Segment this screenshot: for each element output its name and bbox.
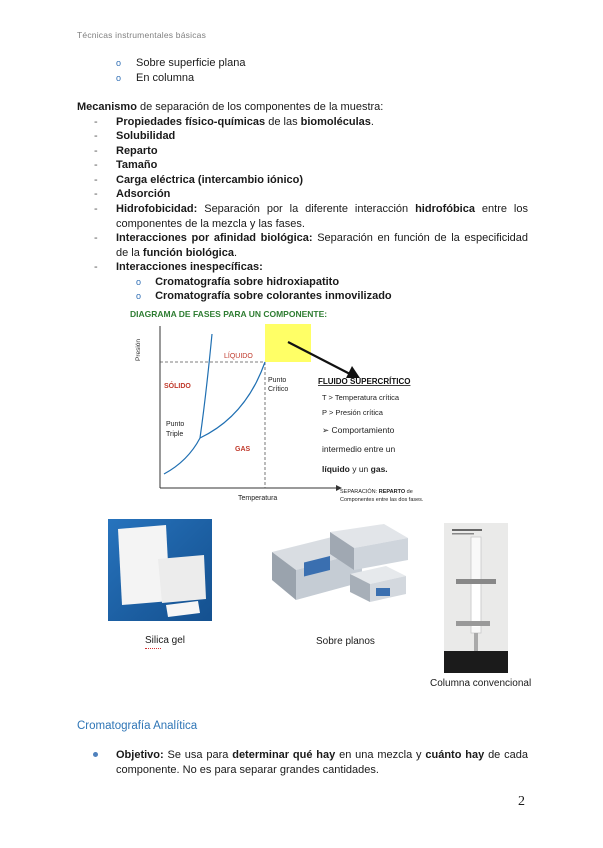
phase-diagram	[128, 306, 450, 512]
dash-bullet-icon: -	[94, 232, 98, 244]
behavior-text: intermedio entre un	[322, 444, 396, 454]
dash-bullet-icon: -	[94, 174, 98, 186]
liquid-label: LÍQUIDO	[224, 353, 253, 360]
dash-bullet-icon: -	[94, 203, 98, 215]
gas-label: GAS	[235, 446, 251, 453]
list-item: Solubilidad	[116, 130, 176, 142]
section-title: Cromatografía Analítica	[77, 720, 198, 732]
list-item: Reparto	[116, 145, 158, 157]
bullet-icon	[93, 752, 98, 757]
behavior-text: ➢ Comportamiento	[322, 425, 395, 435]
separation-note: Componentes entre las dos fases.	[340, 497, 424, 503]
separation-note: SEPARACIÓN: REPARTO de	[340, 489, 413, 495]
behavior-text: líquido y un gas.	[322, 464, 388, 474]
plate-boxes-photo	[266, 522, 416, 612]
pressure-condition: P > Presión crítica	[322, 408, 383, 417]
silica-gel-photo	[108, 519, 212, 621]
list-item: o En columna	[116, 72, 195, 84]
fusion-curve	[200, 334, 212, 438]
dash-bullet-icon: -	[94, 130, 98, 142]
list-item: Adsorción	[116, 188, 171, 200]
column-photo	[444, 523, 508, 673]
triple-point-label: Punto	[166, 421, 185, 428]
page-number: 2	[518, 794, 525, 809]
circle-bullet-icon: o	[136, 291, 142, 301]
list-item: Tamaño	[116, 159, 158, 171]
column-caption: Columna convencional	[430, 678, 532, 689]
list-item: Interacciones inespecíficas:	[116, 261, 263, 273]
mechanism-paragraph: Mecanismo de separación de los componentes de la muestra:	[77, 101, 384, 113]
list-item: o Sobre superficie plana	[116, 57, 246, 69]
critical-point-label: Punto	[268, 377, 287, 384]
silica-gel-caption: Silica gel	[145, 635, 186, 646]
list-item: o Cromatografía sobre hidroxiapatito	[136, 276, 340, 288]
y-axis-label: Presión	[135, 338, 142, 361]
diagram-title: DIAGRAMA DE FASES PARA UN COMPONENTE:	[130, 309, 328, 319]
dash-bullet-icon: -	[94, 116, 98, 128]
circle-bullet-icon: o	[116, 58, 122, 68]
dash-bullet-icon: -	[94, 188, 98, 200]
vaporization-curve	[200, 362, 265, 438]
list-item: Hidrofobicidad: Separación por la diferente interacción hidrofóbica entre los componentes de la mezcla y las fases.	[116, 203, 528, 230]
fluid-title: FLUIDO SUPERCRÍTICO	[318, 377, 411, 386]
list-item: o Cromatografía sobre colorantes inmovilizado	[136, 290, 392, 302]
circle-bullet-icon: o	[116, 73, 122, 83]
spellcheck-underline	[145, 647, 161, 649]
list-item: Interacciones por afinidad biológica: Separación en función de la especificidad de la función biológica.	[116, 232, 529, 259]
x-axis-label: Temperatura	[238, 495, 278, 502]
solid-label: SÓLIDO	[164, 383, 191, 390]
dash-bullet-icon: -	[94, 159, 98, 171]
dash-bullet-icon: -	[94, 145, 98, 157]
triple-point-label: Triple	[166, 431, 184, 438]
list-item: Propiedades físico-químicas de las biomoléculas.	[116, 116, 374, 128]
objective-paragraph: Objetivo: Se usa para determinar qué hay en una mezcla y cuánto hay de cada componente. No es para separar grandes cantidades.	[116, 749, 528, 776]
circle-bullet-icon: o	[136, 277, 142, 287]
dash-bullet-icon: -	[94, 261, 98, 273]
planos-caption: Sobre planos	[316, 636, 375, 647]
list-item: Carga eléctrica (intercambio iónico)	[116, 174, 304, 186]
sublimation-curve	[164, 438, 200, 474]
temperature-condition: T > Temperatura crítica	[322, 393, 400, 402]
running-header: Técnicas instrumentales básicas	[77, 30, 207, 40]
critical-point-label: Crítico	[268, 386, 289, 393]
